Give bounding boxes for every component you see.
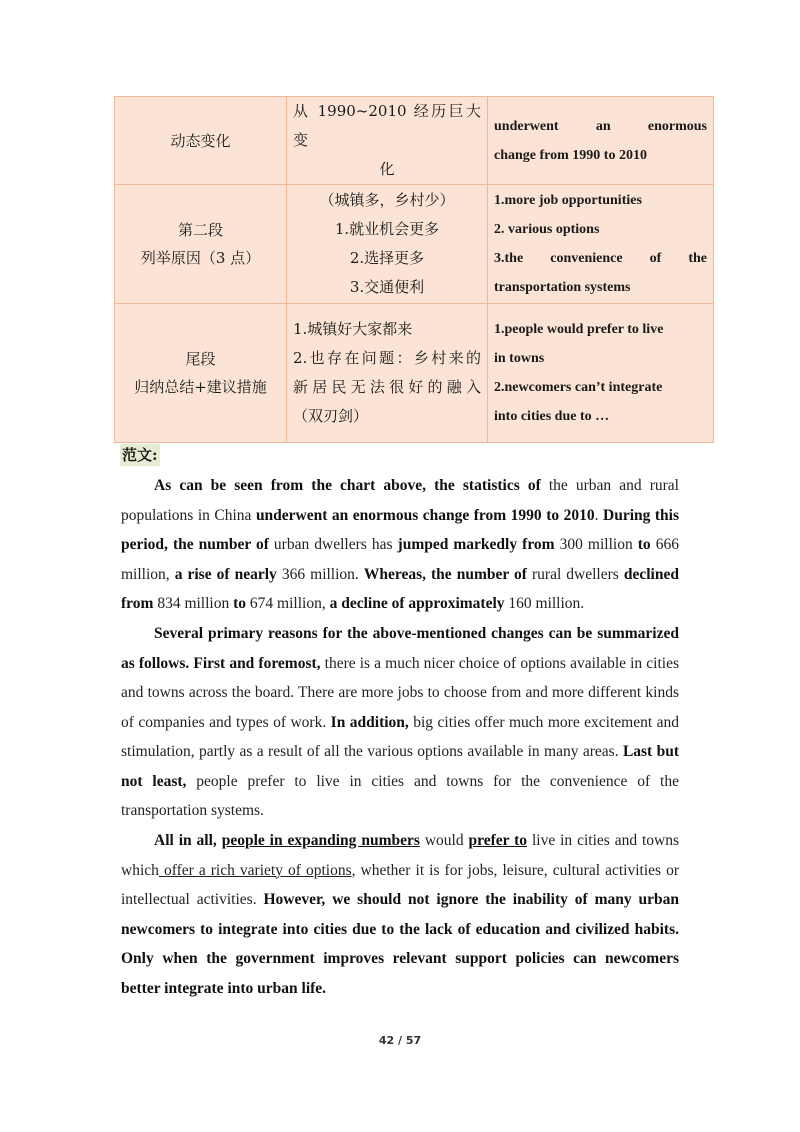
cell-line: into cities due to … (494, 409, 610, 424)
text-run: 300 million (554, 536, 638, 553)
text-run: . (594, 506, 603, 524)
cell-line: 归纳总结+建议措施 (134, 378, 267, 396)
cell-line: （城镇多，乡村少） (319, 191, 455, 209)
text-run: people in expanding numbers (221, 832, 420, 849)
table-cell-chinese (287, 304, 488, 443)
text-run: 834 million (153, 595, 234, 612)
cell-line: 1.就业机会更多 (334, 220, 440, 238)
text-run: rural dwellers (526, 565, 624, 583)
table-cell-chinese (287, 185, 488, 304)
cell-line: 化 (379, 160, 395, 178)
text-run: prefer to (468, 832, 528, 849)
text-run: During this period, the number of (121, 506, 679, 553)
text-run: offer a rich variety of options (158, 861, 352, 879)
text-run: 666 million, (121, 536, 679, 583)
text-run: a rise of nearly (174, 565, 277, 583)
table-row (115, 304, 714, 443)
text-run: people prefer to live in cities and towns for the convenience of the transportation systems. (121, 772, 679, 819)
cell-line: 尾段 (185, 350, 216, 368)
cell-line: （双刃剑） (293, 407, 369, 425)
cell-line: 2. various options (494, 222, 600, 237)
text-run: declined from (121, 565, 679, 612)
text-run: 674 million, (246, 595, 330, 612)
text-run: Last but not least, (121, 743, 679, 790)
cell-line: 2.newcomers can’t integrate (494, 380, 663, 395)
cell-line: 第二段 (177, 221, 223, 239)
text-run: big cities offer much more excitement and stimulation, partly as a result of all the various options available in many areas. (121, 713, 679, 760)
text-run: there is a much nicer choice of options available in cities and towns across the board. There are more jobs to choose from and more different kinds of companies and types of work. (121, 654, 679, 731)
text-run: jumped markedly from (397, 536, 555, 553)
text-run: urban dwellers has (268, 536, 398, 553)
text-run: to (637, 536, 651, 553)
table-cell-english (488, 97, 714, 185)
table-cell-chinese (287, 97, 488, 185)
cell-line: underwent an enormous (494, 118, 707, 134)
cell-line: 从 1990~2010 经历巨大变 (293, 102, 481, 149)
text-run: underwent an enormous change from 1990 to 2010 (255, 506, 595, 524)
cell-line: 2.选择更多 (349, 249, 425, 267)
outline-table (114, 96, 714, 443)
text-run: to (233, 595, 247, 612)
text-run: 366 million. (276, 565, 364, 583)
cell-line: 动态变化 (170, 131, 231, 150)
text-run: However, we should not ignore the inability of many urban newcomers to integrate into cities due to the lack of education and civilized habits. Only when the government improves relevant support policies can newcomers better integrate into urban life. (121, 891, 679, 997)
table-row (115, 185, 714, 304)
sample-essay-label: 范文: (122, 446, 158, 464)
cell-line: 3.交通便利 (349, 278, 425, 296)
cell-line: 1.more job opportunities (494, 193, 642, 208)
cell-line: 新居民无法很好的融入 (293, 378, 481, 396)
cell-line: 3.the convenience of the (494, 251, 707, 266)
text-run: a decline of approximately (329, 595, 505, 612)
cell-line: 1.城镇好大家都来 (293, 320, 413, 338)
table-cell-section (115, 304, 287, 443)
cell-line: transportation systems (494, 280, 631, 295)
text-run: As can be seen from the chart above, the statistics of (154, 477, 541, 494)
table-row (115, 97, 714, 185)
text-run: the urban and rural populations in China (121, 477, 679, 524)
cell-line: change from 1990 to 2010 (494, 147, 647, 163)
text-run: would (419, 832, 469, 849)
cell-line: in towns (494, 351, 545, 366)
text-run: In addition, (330, 713, 409, 731)
text-run: Several primary reasons for the above-mentioned changes can be summarized as follows. First and foremost, (121, 625, 679, 672)
cell-line: 1.people would prefer to live (494, 322, 664, 337)
essay-paragraph-2 (121, 619, 679, 826)
table-cell-section (115, 97, 287, 185)
text-run: , whether it is for jobs, leisure, cultural activities or intellectual activities. (121, 861, 679, 908)
essay-paragraph-1 (121, 471, 679, 619)
cell-line: 2.也存在问题：乡村来的 (293, 349, 481, 367)
text-run: Whereas, the number of (363, 565, 527, 583)
text-run: All in all, (154, 832, 222, 849)
cell-line: 列举原因（3 点） (140, 249, 261, 267)
text-run: 160 million. (504, 595, 585, 612)
table-cell-english (488, 304, 714, 443)
text-run: live in cities and towns which (121, 832, 680, 879)
essay-paragraph-3 (121, 826, 679, 1003)
table-cell-english (488, 185, 714, 304)
page-number: 42 / 57 (378, 1034, 422, 1047)
table-cell-section (115, 185, 287, 304)
